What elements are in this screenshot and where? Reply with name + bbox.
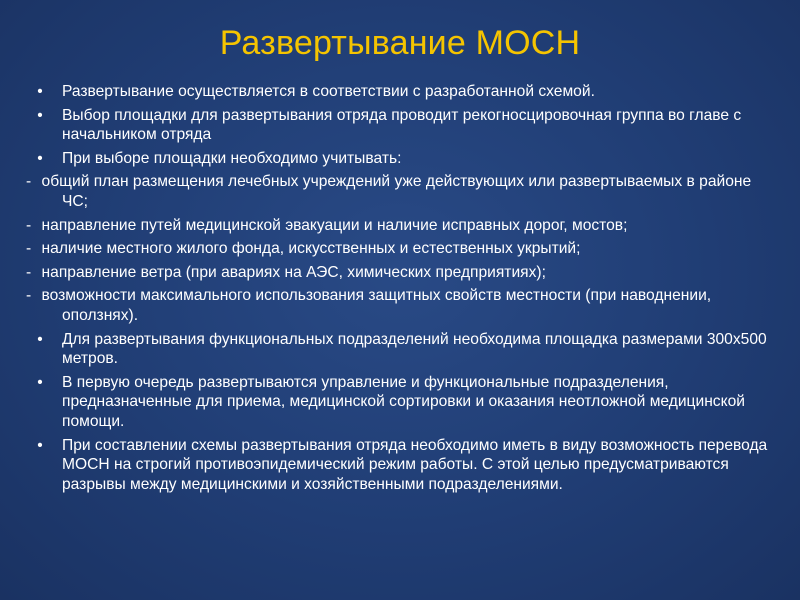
list-item-dash (26, 263, 778, 283)
list-item-dash (26, 239, 778, 259)
bullet-marker: • (37, 83, 43, 100)
bullet-marker: • (37, 149, 43, 167)
bullet-marker: • (37, 330, 43, 348)
item-text: Для развертывания функциональных подразделений необходима площадка размерами 300х500 метров. (62, 330, 767, 368)
slide-content (26, 82, 778, 498)
dash-marker: - (26, 287, 32, 305)
item-text: При выборе площадки необходимо учитывать: (62, 149, 402, 167)
list-item (26, 436, 778, 495)
item-text: наличие местного жилого фонда, искусственных и естественных укрытий; (41, 240, 581, 258)
bullet-marker: • (37, 106, 43, 124)
item-text: Выбор площадки для развертывания отряда проводит рекогносцировочная группа во главе с начальником отряда (62, 106, 742, 144)
dash-marker: - (26, 240, 32, 258)
list-item (26, 82, 778, 102)
list-item (26, 330, 778, 369)
list-item-dash (26, 216, 778, 236)
item-text: направление путей медицинской эвакуации и наличие исправных дорог, мостов; (41, 216, 628, 234)
bullet-marker: • (37, 373, 43, 391)
item-text: возможности максимального использования защитных свойств местности (при наводнении, оползнях). (41, 287, 712, 324)
dash-marker: - (26, 263, 32, 281)
list-item-dash (26, 286, 778, 325)
dash-marker: - (26, 216, 32, 234)
item-text: В первую очередь развертываются управление и функциональные подразделения, предназначенные для приема, медицинской сортировки и оказания неотложной медицинской помощи. (62, 373, 745, 430)
item-text: При составлении схемы развертывания отряда необходимо иметь в виду возможность перевода МОСН на строгий противоэпидемический режим работы. С этой целью предусматриваются разрывы между медицинскими и хозяйственными подразделениями. (62, 436, 768, 493)
dash-marker: - (26, 173, 32, 191)
list-item (26, 373, 778, 432)
item-text: направление ветра (при авариях на АЭС, химических предприятиях); (41, 263, 546, 281)
list-item-dash (26, 172, 778, 211)
item-text: общий план размещения лечебных учреждений уже действующих или развертываемых в районе ЧС; (41, 173, 752, 210)
list-item (26, 106, 778, 145)
bullet-marker: • (37, 436, 43, 454)
list-item (26, 149, 778, 169)
item-text: Развертывание осуществляется в соответствии с разработанной схемой. (62, 83, 595, 100)
slide-title: Развертывание МОСН (219, 24, 581, 62)
